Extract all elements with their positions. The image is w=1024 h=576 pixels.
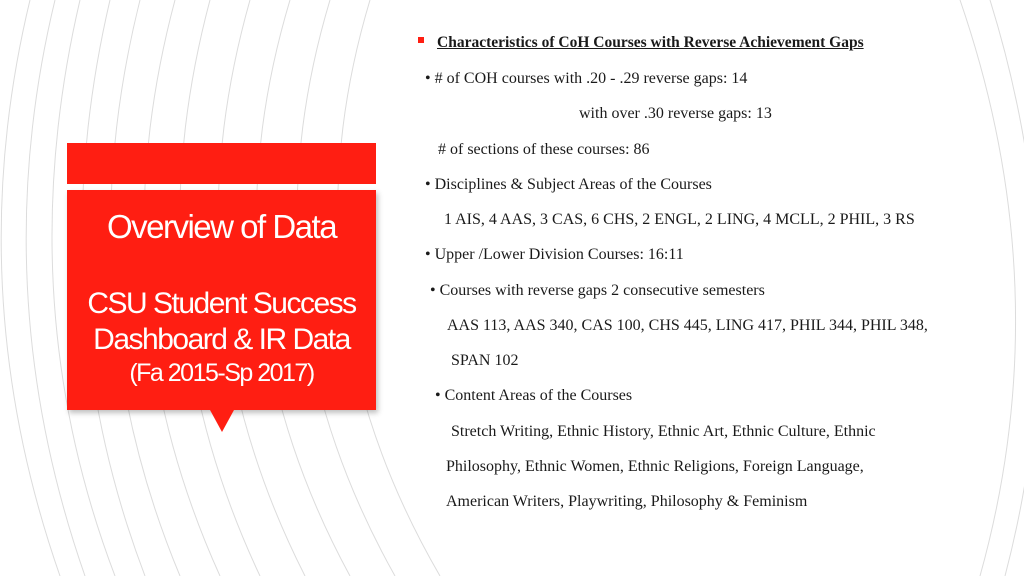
- panel-pointer: [210, 410, 234, 432]
- content-line: • Courses with reverse gaps 2 consecutive semesters: [430, 282, 765, 299]
- content-line: • Disciplines & Subject Areas of the Courses: [425, 176, 712, 193]
- content-line: Philosophy, Ethnic Women, Ethnic Religions, Foreign Language,: [446, 458, 864, 475]
- content-line: Stretch Writing, Ethnic History, Ethnic Art, Ethnic Culture, Ethnic: [451, 423, 876, 440]
- subtitle-line-2: Dashboard & IR Data: [93, 323, 350, 356]
- subtitle-line-1: CSU Student Success: [87, 287, 356, 320]
- slide-title: Overview of Data: [106, 208, 337, 245]
- content-line: SPAN 102: [451, 352, 519, 369]
- slide-subtitle: [67, 286, 376, 358]
- bullet-square-icon: [418, 37, 424, 43]
- content-line: • # of COH courses with .20 - .29 reverse gaps: 14: [425, 70, 748, 87]
- content-line: with over .30 reverse gaps: 13: [579, 105, 772, 122]
- accent-strip: [67, 143, 376, 184]
- subtitle-date-range: (Fa 2015-Sp 2017): [129, 359, 314, 387]
- content-line: 1 AIS, 4 AAS, 3 CAS, 6 CHS, 2 ENGL, 2 LING, 4 MCLL, 2 PHIL, 3 RS: [444, 211, 915, 228]
- content-line: # of sections of these courses: 86: [438, 141, 650, 158]
- content-line: • Content Areas of the Courses: [435, 387, 633, 404]
- content-line: • Upper /Lower Division Courses: 16:11: [425, 246, 684, 263]
- content-line: AAS 113, AAS 340, CAS 100, CHS 445, LING 417, PHIL 344, PHIL 348,: [447, 317, 928, 334]
- content-line: American Writers, Playwriting, Philosophy & Feminism: [446, 493, 808, 510]
- content-heading: Characteristics of CoH Courses with Reverse Achievement Gaps: [437, 34, 864, 51]
